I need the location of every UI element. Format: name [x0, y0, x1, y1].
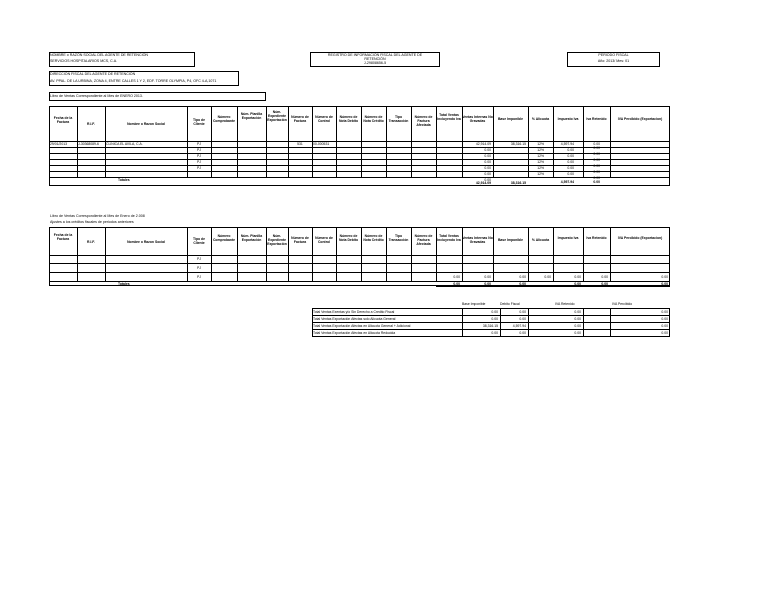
- s1-col-tipo: Tipo de Cliente: [193, 118, 205, 126]
- table-row-cell: 0.00: [567, 160, 574, 164]
- table-row-cell: PJ: [197, 266, 201, 270]
- address-label: DIRECCIÓN FISCAL DEL AGENTE DE RETENCIÓN: [50, 72, 136, 76]
- section1-totals-label: Totales: [118, 178, 130, 182]
- s1-col-planilla: Núm. Planilla Exportación: [240, 112, 263, 120]
- summary-row-debito: 4,597.94: [512, 323, 526, 328]
- summary-row-base: 0.00: [491, 330, 498, 335]
- table-row-cell: 0.00: [593, 142, 600, 146]
- section2-title: Libro de Ventas Correspondiente al Mes de Enero de 2.008: [50, 214, 145, 218]
- table-row-cell: 0.00: [567, 148, 574, 152]
- s2-col-exentas: Ventas Internas No Gravadas: [462, 236, 493, 244]
- table-row-cell: 0.00: [567, 166, 574, 170]
- table-row-cell: 4,597.94: [560, 142, 574, 146]
- table-row-cell: 0.00: [484, 154, 491, 158]
- s1-col-fecha: Fecha de la Factura: [53, 116, 73, 124]
- table-row-cell: 00-000531: [313, 142, 330, 146]
- table-row-cell: 12%: [537, 172, 544, 176]
- summary-row-base: 38,316.15: [482, 323, 498, 328]
- table-row-cell: PJ: [197, 154, 201, 158]
- section2-subtitle: Ajustes a los créditos fiscales de periodos anteriores: [50, 220, 134, 224]
- table-row-cell: 42,914.09: [475, 142, 491, 146]
- table-row-cell: 531: [297, 142, 303, 146]
- s1-col-control: Número de Control: [315, 115, 333, 123]
- s2-col-fecha: Fecha de la Factura: [53, 233, 73, 241]
- period-title: PERIODO FISCAL: [598, 53, 629, 57]
- summary-row-label: Total Ventas Exportación Afectas solo Alicuota General: [313, 316, 396, 321]
- summary-row-base: 0.00: [491, 316, 498, 321]
- summary-row-label: Total Ventas Exportación Afectas en Alicuota General + Adicional: [313, 323, 411, 328]
- s2-col-rif: R.I.F.: [87, 240, 95, 244]
- s1-col-factura: Número de Factura: [291, 115, 309, 123]
- table-row-cell: 0.00: [593, 176, 600, 180]
- section1-total-base: 38,316.15: [510, 181, 526, 185]
- s1-col-nombre: Nombre o Razon Social: [127, 122, 165, 126]
- summary-row-percibido: 0.00: [661, 316, 668, 321]
- table-row-cell: 0.00: [567, 154, 574, 158]
- agent-name: SERVICIOS HOSPITALARIOS MCS, C.A.: [50, 58, 118, 63]
- section1-total-ventas: 42,914.09: [475, 181, 491, 185]
- s1-col-transaccion: Tipo Transacción: [388, 115, 409, 123]
- table-row-cell: 0.00: [593, 146, 600, 150]
- registry-line1: REGISTRO DE INFORMACIÓN FISCAL DEL AGENTE DE: [327, 52, 423, 57]
- s2-col-base: Base Imponible: [497, 238, 524, 242]
- table-row-cell: 0.00: [484, 148, 491, 152]
- table-row-cell: PJ: [197, 275, 201, 279]
- section2-total-ventas: 0.00: [453, 282, 460, 286]
- summary-row-percibido: 0.00: [661, 330, 668, 335]
- table-row-cell: PJ: [197, 148, 201, 152]
- summary-row-label: Total Ventas Exentas y/o Sin Derecho a Credito Fiscal: [313, 309, 395, 314]
- table-row-cell: PJ: [197, 160, 201, 164]
- summary-row-percibido: 0.00: [661, 323, 668, 328]
- section2-total-exentas: 0.00: [484, 282, 491, 286]
- s1-col-exentas: Ventas Internas No Gravadas: [462, 115, 493, 123]
- s2-col-percibido: IVA Percibido (Exportacion): [617, 236, 663, 240]
- s2-col-tipo: Tipo de Cliente: [193, 237, 205, 245]
- section2-total-percibido: 0.00: [661, 282, 668, 286]
- table-row-cell: 0.00: [593, 158, 600, 162]
- section2-total-retenido: 0.00: [601, 282, 608, 286]
- s1-col-alicuota: % Alicuota: [531, 117, 550, 121]
- s1-col-percibido: IVA Percibido (Exportacion): [617, 117, 663, 121]
- s1-col-comprobante: Número Comprobante: [212, 115, 236, 123]
- s2-col-planilla: Núm. Planilla Exportación: [240, 234, 263, 242]
- s2-col-retenido: Iva Retenido: [586, 236, 607, 240]
- table-row-cell: PJ: [197, 166, 201, 170]
- section1-total-retenido: 0.00: [593, 180, 600, 184]
- s1-col-rif: R.I.F.: [87, 122, 95, 126]
- s2-col-expediente: Núm. Expediente Exportación: [267, 234, 287, 246]
- summary-row-debito: 0.00: [519, 316, 526, 321]
- table-row-cell: 29/01/2013: [50, 142, 67, 146]
- s1-col-credito: Número de Nota Crédito: [363, 115, 384, 123]
- summary-row-percibido: 0.00: [661, 309, 668, 314]
- s2-col-comprobante: Número Comprobante: [212, 234, 236, 242]
- table-row-cell: 0.00: [484, 178, 491, 182]
- table-row-cell: 0.00: [567, 172, 574, 176]
- table-row-cell: 12%: [537, 154, 544, 158]
- table-row-cell: 12%: [537, 160, 544, 164]
- s2-col-nombre: Nombre o Razon Social: [127, 240, 165, 244]
- section1-title: Libro de Ventas Correspondiente al Mes de ENERO 2013.: [50, 94, 143, 98]
- s2-col-impuesto: Impuesto Iva: [557, 236, 579, 240]
- summary-row-retenido: 0.00: [574, 309, 581, 314]
- s2-col-alicuota: % Alicuota: [531, 238, 550, 242]
- s2-col-debito: Número de Nota Debito: [338, 234, 359, 242]
- table-row-cell: 0.00: [484, 166, 491, 170]
- table-row-cell: 0.00: [593, 164, 600, 168]
- table-row-cell: 0.00: [661, 275, 668, 279]
- s1-col-afectada: Número de Factura Afectada: [414, 115, 433, 127]
- s1-col-impuesto: Impuesto Iva: [557, 117, 579, 121]
- summary-header-debito: Debito Fiscal: [500, 302, 520, 306]
- table-row-cell: 12%: [537, 142, 544, 146]
- s1-col-total: Total Ventas Incluyendo Iva: [437, 113, 461, 121]
- summary-row-debito: 0.00: [519, 330, 526, 335]
- summary-row-retenido: 0.00: [574, 316, 581, 321]
- registry-line2: RETENCIÓN: [364, 56, 386, 61]
- table-row-cell: PJ: [197, 257, 201, 261]
- table-row-cell: 0.00: [484, 275, 491, 279]
- table-row-cell: 12%: [537, 148, 544, 152]
- summary-header-base: Base Imponible: [462, 302, 486, 306]
- table-row-cell: 0.00: [574, 275, 581, 279]
- table-row-cell: J-30368089-6: [78, 142, 99, 146]
- table-row-cell: 0.00: [453, 275, 460, 279]
- agent-label: NOMBRE o RAZÓN SOCIAL DEL AGENTE DE RETENCIÓN: [50, 53, 148, 57]
- s1-col-debito: Número de Nota Debito: [338, 115, 359, 123]
- summary-row-base: 0.00: [491, 309, 498, 314]
- s2-col-credito: Número de Nota Crédito: [363, 234, 384, 242]
- s1-col-expediente: Núm. Expediente Exportación: [267, 110, 287, 122]
- table-row-cell: 0.00: [484, 172, 491, 176]
- section1-total-impuesto: 4,597.94: [560, 180, 574, 184]
- s1-col-retenido: Iva Retenido: [586, 117, 607, 121]
- s2-col-control: Número de Control: [315, 236, 333, 244]
- table-row-cell: 12%: [537, 166, 544, 170]
- summary-header-retenido: IVA Retenido: [555, 302, 575, 306]
- summary-row-debito: 0.00: [519, 309, 526, 314]
- summary-row-retenido: 0.00: [574, 330, 581, 335]
- address-value: AV. PPAL. DE LA URBINA, ZONA 4, ENTRE CALLES 1 Y 2, EDF. TORRE OLYMPIA, P4, OFC 4-A,1071: [50, 78, 217, 83]
- table-row-cell: 0.00: [593, 170, 600, 174]
- s2-col-total: Total Ventas Incluyendo Iva: [437, 234, 461, 242]
- table-row-cell: 0.00: [593, 152, 600, 156]
- section2-total-impuesto: 0.00: [574, 282, 581, 286]
- summary-row-retenido: 0.00: [574, 323, 581, 328]
- s2-col-afectada: Número de Factura Afectada: [414, 234, 433, 246]
- registry-rif: J-29808656-5: [363, 60, 387, 65]
- summary-row-label: Total Ventas Exportación Afectas en Alicuota Reducida: [313, 330, 396, 335]
- section2-totals-label: Totales: [118, 282, 130, 286]
- table-row-cell: 0.00: [519, 275, 526, 279]
- table-row-cell: PJ: [197, 142, 201, 146]
- s1-col-base: Base Imponible: [497, 117, 524, 121]
- table-row-cell: CLINICA EL AVILA, C.A.: [106, 142, 143, 146]
- s2-col-factura: Número de Factura: [291, 236, 309, 244]
- period-value: Año: 2013/ Mes: 01: [597, 58, 630, 63]
- s2-col-transaccion: Tipo Transacción: [388, 234, 409, 242]
- section2-total-base: 0.00: [519, 282, 526, 286]
- summary-header-percibido: IVA Percibido: [612, 302, 633, 306]
- table-row-cell: 0.00: [484, 160, 491, 164]
- table-row-cell: 38,316.15: [510, 142, 526, 146]
- table-row-cell: 0.00: [544, 275, 551, 279]
- table-row-cell: 0.00: [601, 275, 608, 279]
